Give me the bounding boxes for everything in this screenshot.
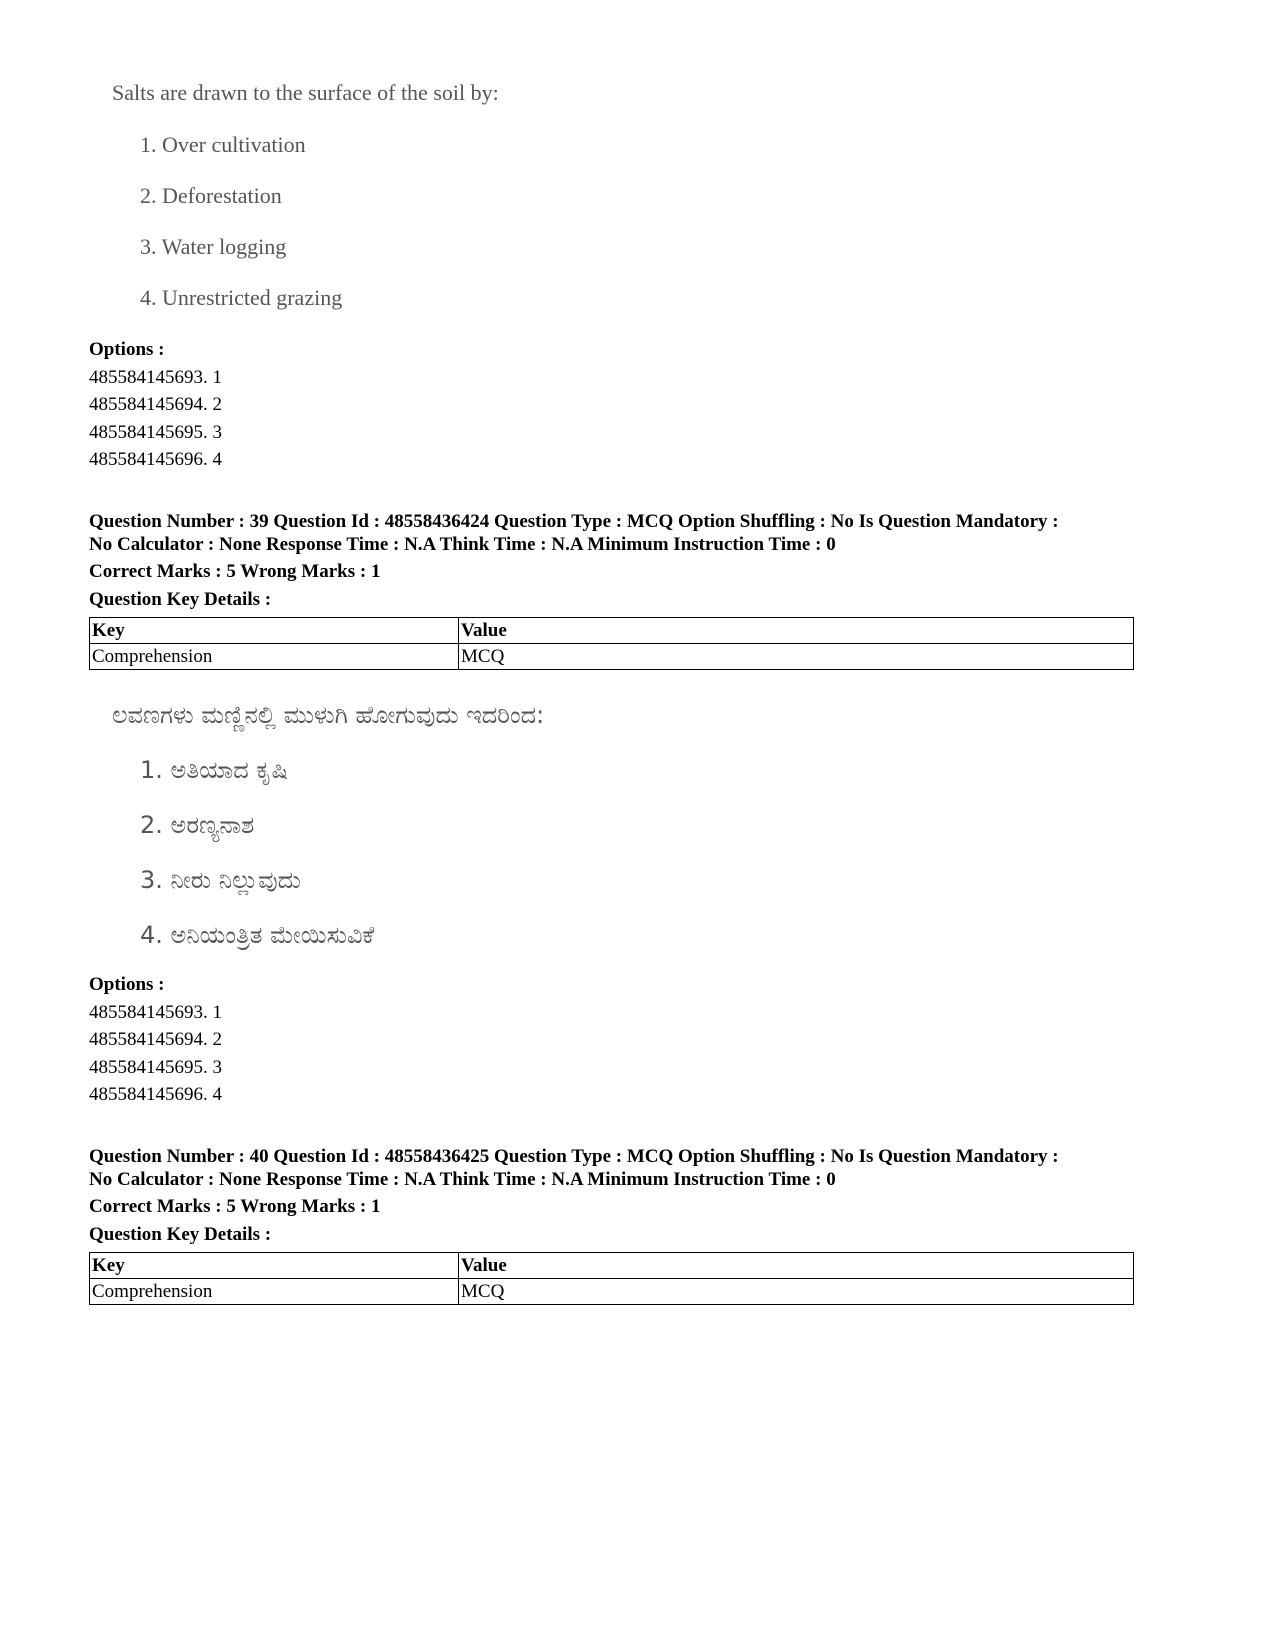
options-heading: Options : [89,974,165,995]
question-39-image [112,697,544,972]
option-item: 485584145695. 3 [89,1056,222,1078]
table-row [90,1279,1134,1305]
marks-line: Correct Marks : 5 Wrong Marks : 1 [89,1196,381,1217]
question-item: 4. ಅನಿಯಂತ್ರಿತ ಮೇಯಿಸುವಿಕೆ [140,921,375,949]
question-header-line2: No Calculator : None Response Time : N.A Think Time : N.A Minimum Instruction Time : 0 [89,534,836,555]
option-item: 485584145695. 3 [89,421,222,443]
question-38-options [89,336,1189,474]
option-item: 485584145694. 2 [89,394,222,415]
table-row [90,644,1134,670]
table-header-key: Key [90,1253,459,1279]
question-item: 3. ನೀರು ನಿಲ್ಲುವುದು [140,866,301,894]
table-header-key: Key [90,618,459,644]
options-heading: Options : [89,339,165,360]
question-items [112,752,544,972]
table-cell: Comprehension [90,644,459,670]
option-item: 485584145693. 1 [89,1001,222,1023]
question-header-line2: No Calculator : None Response Time : N.A Think Time : N.A Minimum Instruction Time : 0 [89,1169,836,1190]
question-item: 2. Deforestation [140,183,282,208]
question-items [112,130,499,334]
question-item: 4. Unrestricted grazing [140,285,343,310]
option-item: 485584145693. 1 [89,366,222,388]
option-item: 485584145696. 4 [89,1084,222,1105]
key-details-label: Question Key Details : [89,588,272,610]
question-stem: ಲವಣಗಳು ಮಣ್ಣಿನಲ್ಲಿ ಮುಳುಗಿ ಹೋಗುವುದು ಇದರಿಂದ: [112,701,545,729]
table-cell: MCQ [459,644,1134,670]
question-item: 1. ಅತಿಯಾದ ಕೃಷಿ [140,756,288,784]
question-item: 1. Over cultivation [140,132,306,157]
marks-line: Correct Marks : 5 Wrong Marks : 1 [89,561,381,582]
question-header-line1: Question Number : 39 Question Id : 48558436424 Question Type : MCQ Option Shuffling : No Is Question Mandatory : [89,511,1059,532]
question-stem: Salts are drawn to the surface of the soil by: [112,80,499,105]
key-details-table [89,617,1134,670]
table-header-row [90,618,1134,644]
table-header-row [90,1253,1134,1279]
question-38-image [112,78,499,334]
question-39-options [89,971,1189,1109]
table-header-value: Value [459,1253,1134,1279]
question-item: 2. ಅರಣ್ಯನಾಶ [140,811,255,839]
key-details-table [89,1252,1134,1305]
table-cell: MCQ [459,1279,1134,1305]
key-details-label: Question Key Details : [89,1223,272,1245]
question-item: 3. Water logging [140,234,287,259]
option-item: 485584145696. 4 [89,449,222,470]
table-cell: Comprehension [90,1279,459,1305]
question-header-line1: Question Number : 40 Question Id : 48558436425 Question Type : MCQ Option Shuffling : No Is Question Mandatory : [89,1146,1059,1167]
table-header-value: Value [459,618,1134,644]
question-39-header [89,510,1189,670]
question-40-header [89,1145,1189,1305]
option-item: 485584145694. 2 [89,1029,222,1050]
